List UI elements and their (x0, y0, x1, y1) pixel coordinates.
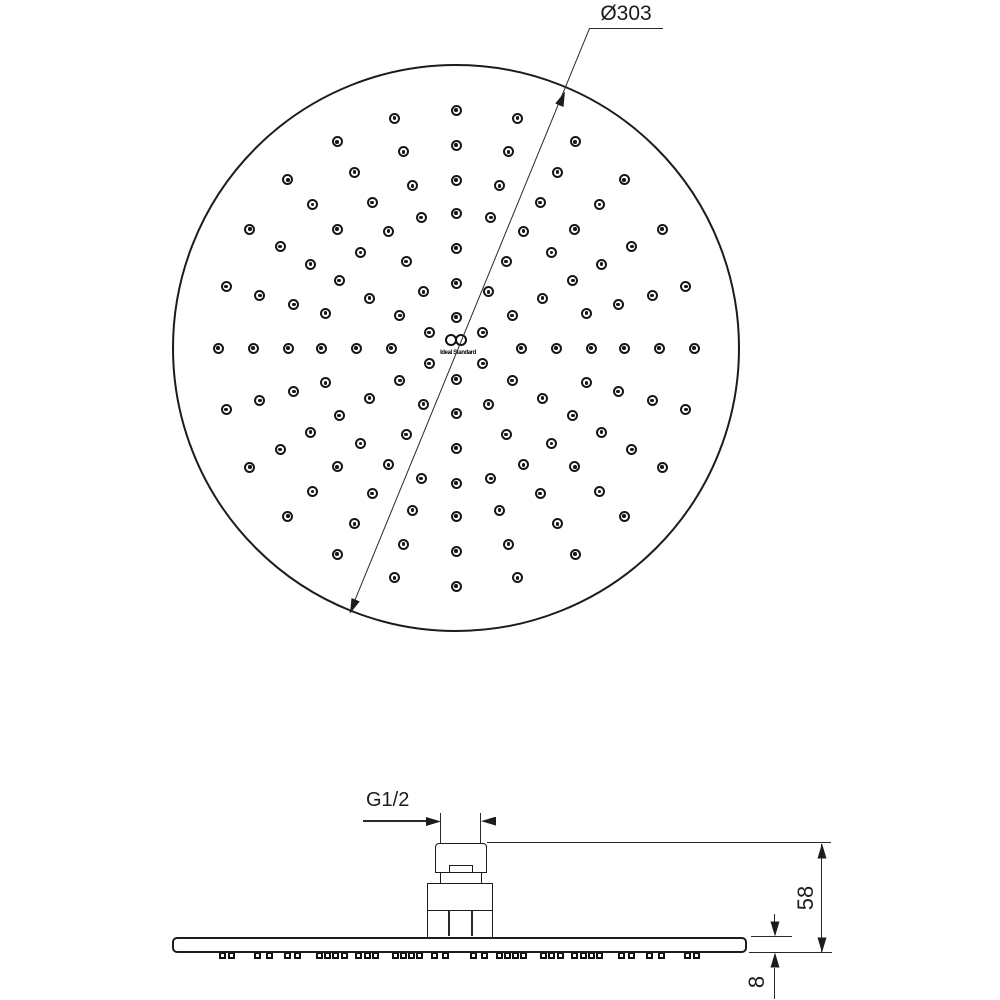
nozzle-hole (546, 438, 557, 449)
nozzle-hole (213, 343, 224, 354)
nozzle-hole (619, 511, 630, 522)
nozzle-hole (424, 358, 435, 369)
height-arrow-bottom (817, 938, 826, 953)
nozzle-hole (401, 429, 412, 440)
nozzle-hole (512, 113, 523, 124)
connector-base (427, 910, 493, 938)
nozzle-hole (367, 197, 378, 208)
height-dimension-line (821, 844, 822, 953)
nozzle-hole (552, 167, 563, 178)
nozzle-hole (570, 549, 581, 560)
nozzle-hole (451, 175, 462, 186)
nozzle-hole (364, 393, 375, 404)
nozzle-hole (416, 473, 427, 484)
nozzle-hole (451, 443, 462, 454)
nozzle-hole (613, 386, 624, 397)
nozzle-hole (551, 343, 562, 354)
g12-arrow-right (481, 817, 496, 826)
nozzle-hole (654, 343, 665, 354)
nozzle-hole (594, 486, 605, 497)
nozzle-hole (221, 281, 232, 292)
nozzle-hole (307, 486, 318, 497)
nozzle-hole (386, 343, 397, 354)
nozzle-hole (516, 343, 527, 354)
height-arrow-top (817, 844, 826, 859)
nozzle-hole (586, 343, 597, 354)
height-extension-top (487, 842, 831, 843)
nozzle-hole (451, 105, 462, 116)
height-extension-bottom (749, 952, 832, 953)
nozzle-hole (307, 199, 318, 210)
nozzle-hole (657, 224, 668, 235)
nozzle-hole (248, 343, 259, 354)
nozzle-hole (332, 549, 343, 560)
nozzle-hole (451, 546, 462, 557)
nozzle-hole (451, 374, 462, 385)
nozzle-hole (355, 438, 366, 449)
nozzle-hole (398, 539, 409, 550)
nozzle-hole (367, 488, 378, 499)
logo-text: Ideal Standard (440, 350, 476, 356)
connector-base-divider-right (471, 911, 473, 936)
nozzle-hole (546, 247, 557, 258)
nozzle-hole (305, 427, 316, 438)
nozzle-hole (334, 410, 345, 421)
nozzle-hole (451, 278, 462, 289)
g12-extension-left (440, 813, 441, 843)
nozzle-hole (275, 444, 286, 455)
nozzle-hole (483, 399, 494, 410)
nozzle-hole (613, 299, 624, 310)
nozzle-hole (657, 462, 668, 473)
nozzle-hole (451, 243, 462, 254)
nozzle-hole (320, 308, 331, 319)
nozzle-hole (494, 505, 505, 516)
nozzle-hole (416, 212, 427, 223)
height-label: 58 (793, 885, 818, 911)
nozzle-hole (451, 478, 462, 489)
nozzle-hole (244, 462, 255, 473)
nozzle-hole (424, 327, 435, 338)
nozzle-hole (594, 199, 605, 210)
nozzle-hole (619, 174, 630, 185)
nozzle-hole (364, 293, 375, 304)
nozzle-hole (305, 259, 316, 270)
g12-extension-right (480, 813, 481, 843)
nozzle-hole (451, 140, 462, 151)
plate-profile (172, 937, 747, 953)
thickness-label: 8 (744, 975, 769, 989)
nozzle-hole (332, 224, 343, 235)
nozzle-hole (316, 343, 327, 354)
nozzle-hole (518, 226, 529, 237)
nozzle-hole (332, 461, 343, 472)
nozzle-hole (334, 275, 345, 286)
g12-dimension-line (363, 820, 427, 821)
connector-base-divider-left (448, 911, 450, 936)
nozzle-hole (351, 343, 362, 354)
thickness-arrow-line-bottom (774, 968, 775, 999)
nozzle-hole (275, 241, 286, 252)
nozzle-hole (535, 197, 546, 208)
thickness-arrow-down (770, 922, 779, 937)
nozzle-hole (332, 136, 343, 147)
nozzle-hole (244, 224, 255, 235)
diameter-label: Ø303 (600, 2, 652, 25)
nozzle-hole (451, 208, 462, 219)
nozzle-hole (503, 539, 514, 550)
thread-label: G1/2 (366, 789, 410, 811)
nozzle-hole (383, 226, 394, 237)
nozzle-hole (501, 429, 512, 440)
nozzle-hole (535, 488, 546, 499)
nozzle-hole (619, 343, 630, 354)
nozzle-hole (283, 343, 294, 354)
nozzle-hole (647, 395, 658, 406)
nozzle-hole (221, 404, 232, 415)
nozzle-hole (407, 505, 418, 516)
nozzle-hole (581, 308, 592, 319)
nozzle-hole (537, 293, 548, 304)
thickness-extension-line (751, 936, 792, 937)
nozzle-hole (418, 399, 429, 410)
nozzle-hole (507, 310, 518, 321)
nozzle-hole (596, 259, 607, 270)
nozzle-hole (451, 408, 462, 419)
nozzle-hole (451, 581, 462, 592)
nozzle-hole (689, 343, 700, 354)
diameter-leader-line (590, 28, 663, 30)
nozzle-hole (355, 247, 366, 258)
nozzle-hole (389, 113, 400, 124)
nozzle-hole (570, 136, 581, 147)
nozzle-hole (451, 312, 462, 323)
nozzle-hole (537, 393, 548, 404)
nozzle-hole (596, 427, 607, 438)
nozzle-hole (501, 256, 512, 267)
thickness-arrow-up (770, 953, 779, 968)
nozzle-hole (401, 256, 412, 267)
nozzle-hole (507, 375, 518, 386)
nozzle-hole (282, 511, 293, 522)
nozzle-hole (569, 224, 580, 235)
nozzle-hole (349, 167, 360, 178)
nozzle-hole (451, 511, 462, 522)
connector-body (427, 883, 493, 911)
nozzle-hole (647, 290, 658, 301)
